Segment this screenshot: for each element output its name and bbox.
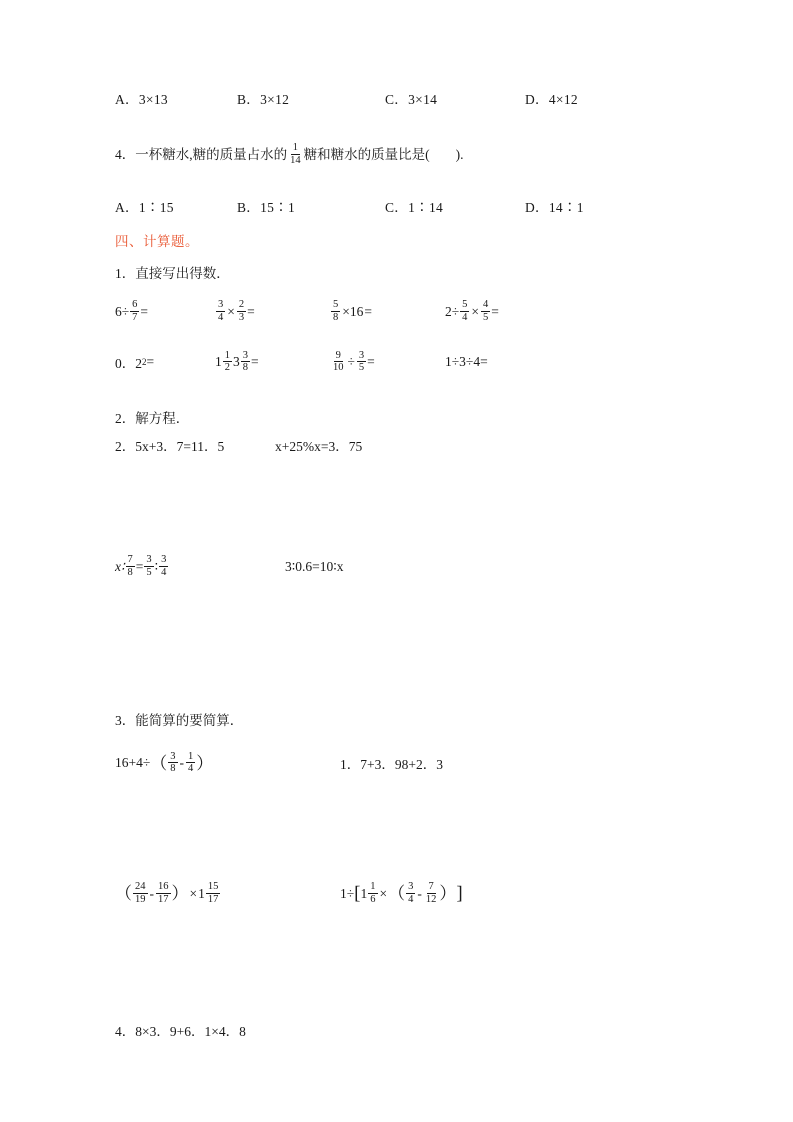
worksheet-content xyxy=(115,88,695,1040)
fraction-denominator: 10 xyxy=(333,362,344,374)
expression-2 xyxy=(215,300,330,325)
operator: - xyxy=(417,885,422,901)
fraction-numerator: 4 xyxy=(483,299,489,311)
fraction-denominator: 5 xyxy=(358,362,365,374)
fraction xyxy=(368,881,377,906)
expression-8: 1÷3÷4= xyxy=(445,354,488,370)
paren-close: ） xyxy=(439,884,457,904)
operator: × xyxy=(471,303,480,319)
fraction-denominator: 4 xyxy=(218,311,224,323)
expr-tail: = xyxy=(491,303,499,319)
expr-lead: x∶ xyxy=(115,558,125,574)
fraction xyxy=(159,554,168,579)
expr-tail: = xyxy=(251,354,259,370)
fraction-numerator: 3 xyxy=(218,299,224,311)
expr-tail: = xyxy=(247,303,255,319)
expr-lead: 2÷ xyxy=(445,303,460,319)
fraction-1-14 xyxy=(288,142,303,167)
fraction-numerator: 3 xyxy=(358,349,365,361)
fraction-denominator: 4 xyxy=(462,311,468,323)
question-4-prefix: 4．一杯糖水,糖的质量占水的 xyxy=(115,147,288,162)
fraction xyxy=(130,299,139,324)
mixed-number xyxy=(215,350,233,375)
fraction xyxy=(237,299,246,324)
mixed-number xyxy=(198,882,221,907)
expression-11 xyxy=(115,882,340,907)
operator: - xyxy=(149,885,154,901)
fraction-denominator: 2 xyxy=(224,362,230,374)
fraction-denominator: 12 xyxy=(425,893,437,905)
fraction xyxy=(223,350,232,375)
fraction-numerator: 3 xyxy=(146,554,152,566)
mixed-whole: 1 xyxy=(215,354,222,370)
fraction-denominator: 17 xyxy=(207,893,219,905)
equation-1: 2．5x+3．7=11．5 xyxy=(115,438,225,454)
fraction-denominator: 3 xyxy=(238,311,245,323)
equation-4: 3∶0.6=10∶x xyxy=(285,558,344,574)
paren-open: （ xyxy=(115,884,132,904)
equation-2: x+25%x=3．75 xyxy=(275,438,363,454)
fraction-denominator: 17 xyxy=(158,893,169,905)
task1-row-1 xyxy=(115,300,695,325)
expr-tail: = xyxy=(364,303,372,319)
fraction xyxy=(206,881,221,906)
fraction xyxy=(406,881,415,906)
expression-12 xyxy=(340,882,463,907)
answer-space-2b xyxy=(115,669,695,709)
fraction-denominator: 6 xyxy=(370,893,376,905)
task3-row-2 xyxy=(115,882,695,907)
fraction xyxy=(424,881,439,906)
section-title-four: 四、计算题。 xyxy=(115,233,199,249)
mixed-whole: 1 xyxy=(198,885,205,901)
fraction xyxy=(331,350,346,375)
fraction-numerator: 1 xyxy=(370,881,376,893)
fraction-numerator: 6 xyxy=(132,299,138,311)
expression-3 xyxy=(330,300,445,325)
choices-question3 xyxy=(115,88,695,108)
fraction-numerator: 2 xyxy=(238,299,245,311)
task2-row-2 xyxy=(115,555,695,580)
task3-label: 3．能简算的要简算． xyxy=(115,713,244,729)
task1-label: 1．直接写出得数． xyxy=(115,265,230,281)
choice-d[interactable]: D．14∶1 xyxy=(525,199,584,215)
expr-exponent: 2 xyxy=(142,357,147,368)
expression-10: 1．7+3．98+2．3 xyxy=(340,757,443,773)
fraction xyxy=(357,350,366,375)
bracket-open: [ xyxy=(354,883,361,905)
expr-base: 0．2 xyxy=(115,356,142,372)
fraction-denominator: 19 xyxy=(135,893,146,905)
fraction-numerator: 9 xyxy=(335,349,341,361)
fraction-numerator: 3 xyxy=(170,750,176,762)
fraction-numerator: 3 xyxy=(408,881,414,893)
answer-space-2 xyxy=(115,579,695,669)
expression-7 xyxy=(330,350,445,375)
mixed-whole: 3 xyxy=(233,354,240,370)
expression-5 xyxy=(115,352,215,372)
fraction-denominator: 4 xyxy=(188,763,194,775)
fraction xyxy=(460,299,469,324)
expr-lead: 16+4÷ xyxy=(115,755,151,771)
operator: ×16 xyxy=(342,303,364,319)
task2-label: 2．解方程． xyxy=(115,410,190,426)
task1-row-2 xyxy=(115,350,695,375)
expr-tail: = xyxy=(367,354,375,370)
expression-13: 4．8×3．9+6．1×4．8 xyxy=(115,1024,246,1040)
choice-b[interactable]: B．15∶1 xyxy=(237,199,296,215)
expression-1 xyxy=(115,300,215,325)
operator: × xyxy=(227,303,235,319)
expression-4 xyxy=(445,300,499,325)
answer-space-1 xyxy=(115,465,695,555)
task3-row-1 xyxy=(115,751,695,776)
fraction-denominator: 8 xyxy=(170,763,176,775)
operator: = xyxy=(135,558,144,574)
fraction-numerator: 16 xyxy=(158,881,169,893)
fraction-numerator: 3 xyxy=(242,349,248,361)
fraction-numerator: 1 xyxy=(292,142,298,154)
fraction-denominator: 14 xyxy=(290,154,301,166)
fraction xyxy=(331,299,340,324)
choice-d[interactable]: D．4×12 xyxy=(525,92,578,107)
fraction xyxy=(481,299,490,324)
choice-b[interactable]: B．3×12 xyxy=(237,92,290,107)
fraction-denominator: 4 xyxy=(161,566,167,578)
answer-space-4b xyxy=(115,996,695,1020)
fraction-numerator: 1 xyxy=(188,750,194,762)
choice-a[interactable]: A．1∶15 xyxy=(115,199,174,215)
question-4-tail: ). xyxy=(455,147,464,162)
paren-open: （ xyxy=(388,884,406,904)
expr-lead: 1÷ xyxy=(340,885,355,901)
expression-6 xyxy=(215,350,330,375)
paren-close: ） xyxy=(171,884,189,904)
fraction xyxy=(126,554,135,579)
question-4-suffix: 糖和糖水的质量比是( xyxy=(303,147,430,162)
mixed-number xyxy=(233,350,251,375)
answer-space-4 xyxy=(115,906,695,996)
fraction xyxy=(133,881,148,906)
equation-3 xyxy=(115,555,275,580)
fraction-denominator: 8 xyxy=(127,566,133,578)
fraction-denominator: 7 xyxy=(132,311,138,323)
question-4 xyxy=(115,142,695,168)
fraction-numerator: 3 xyxy=(161,554,167,566)
expr-lead: 6÷ xyxy=(115,303,130,319)
fraction-denominator: 8 xyxy=(242,362,248,374)
operator: - xyxy=(179,755,185,771)
paren-close: ） xyxy=(196,753,214,773)
choice-a[interactable]: A．3×13 xyxy=(115,92,168,107)
fraction-numerator: 5 xyxy=(333,299,339,311)
task3-row-3 xyxy=(115,1020,695,1040)
choices-question4 xyxy=(115,196,695,216)
fraction-numerator: 7 xyxy=(127,554,133,566)
mixed-whole: 1 xyxy=(360,885,368,901)
fraction xyxy=(241,350,250,375)
fraction xyxy=(168,751,177,776)
expr-tail: = xyxy=(140,303,149,319)
fraction-numerator: 7 xyxy=(428,881,434,893)
bracket-close: ] xyxy=(456,883,463,905)
mixed-number xyxy=(361,882,379,907)
fraction-numerator: 24 xyxy=(135,881,146,893)
fraction-denominator: 5 xyxy=(146,566,152,578)
answer-space-3 xyxy=(115,776,695,866)
fraction-numerator: 1 xyxy=(224,349,230,361)
task2-row-1 xyxy=(115,435,695,455)
fraction xyxy=(216,299,225,324)
fraction-numerator: 5 xyxy=(462,299,468,311)
expression-9 xyxy=(115,751,340,776)
fraction-denominator: 5 xyxy=(483,311,489,323)
choice-c[interactable]: C．1∶14 xyxy=(385,199,444,215)
choice-c[interactable]: C．3×14 xyxy=(385,92,438,107)
fraction-denominator: 8 xyxy=(333,311,339,323)
fraction-numerator: 15 xyxy=(207,881,219,893)
ratio-colon: ∶ xyxy=(154,558,159,574)
fraction xyxy=(186,751,195,776)
fraction-denominator: 4 xyxy=(408,893,414,905)
operator: × xyxy=(189,885,198,901)
paren-open: （ xyxy=(150,753,168,773)
expr-tail: = xyxy=(146,354,155,370)
fraction xyxy=(156,881,171,906)
fraction xyxy=(144,554,153,579)
answer-space-3b xyxy=(115,866,695,882)
operator: ÷ xyxy=(347,354,355,370)
operator: × xyxy=(379,885,388,901)
